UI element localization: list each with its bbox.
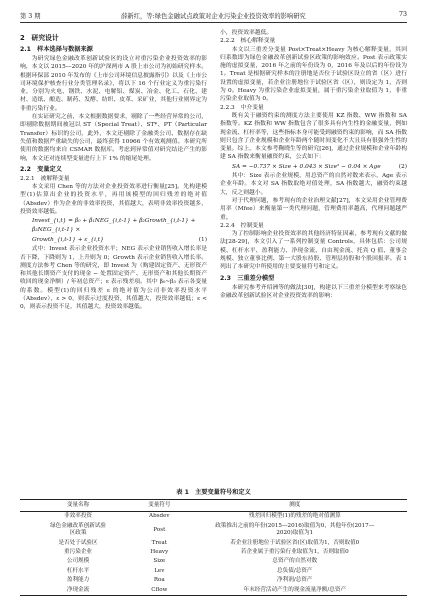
definition-cell: 净利润/总资产: [277, 577, 313, 584]
definition-cell: 政策推出之前的年份(2015—2016)取值为0，其他年份(2017— 2020)取值为1: [215, 522, 375, 537]
paragraph: 为研究绿色金融改革创新试验区的设立对重污染企业投资效率的影响，本文以 2015—2020 年的沪深两市 A 股上市公司为初始研究样本。根据环保部 2010 年发布的《上市公司环境信息披露指引》以及《上市公司环境保护核查行业分类管理名录》，将以下 16 个行业定义为重污染行业，分别为火电、钢铁、水泥、电解铝、煤炭、冶金、化工、石化、建材、造纸、酿造、制药、发酵、纺织、皮革、采矿业，其他行业则界定为非重污染行业。: [20, 56, 207, 112]
section-heading: 2 研究设计: [20, 34, 59, 42]
table-row: [20, 548, 407, 557]
page-number: 73: [398, 11, 407, 18]
variable-symbol-cell: Roa: [153, 577, 165, 584]
table-header-row: [20, 500, 407, 512]
variable-symbol-cell: Absdev: [149, 513, 170, 520]
paragraph: 本研究参考齐绍洲等的做法[30]，构建以下三重差分模型来考察绿色金融改革创新试验区对企业投资效率的影响：: [220, 284, 407, 299]
paragraph: 既有关于融资约束的测度方法主要使用 KZ 指数、WW 指数和 SA 指数等。KZ 指数和 WW 指数包含了很多具有内生性的金融变量，例如现金流、杠杆率等，这些指标本身可能受到融资约束的影响，而 SA 指数则只包含了企业规模和企业年龄两个随时间变化不大且具有很强外生性的变量。综上，本文参考鞠晓生等的研究[26]，通过企业规模和企业年龄构建 SA 指数来衡量融资约束，公式如下：: [220, 112, 407, 161]
subsubsection-heading: 2.2.4 控制变量: [220, 222, 264, 229]
variables-table: [20, 499, 407, 596]
paragraph: 为了控制影响企业投资效率的其他经济特征因素，参考现有文献的做法[28-29]，本文引入了一系列控制变量 Controls，具体包括：公司规模、杠杆水平、盈利能力、净现金流、自由现金流、托宾 Q 值、董事会规模、独立董事比例、第一大股东持股、管理层持股和个股回报率。表 1 列出了本研究中所使用的主要变量符号和定义。: [220, 231, 407, 271]
paragraph: 本文采用 Chen 等的方法对企业投资效率进行衡量[25]。先构建模型(1)估算出企业的投资水平，再用该模型的回归残差的绝对值（Absdev）作为企业的非效率投资，其值越大，表明非效率投资越多，投资效率越低。: [20, 184, 207, 216]
subsection-heading: 2.1 样本选择与数据来源: [20, 46, 93, 53]
paragraph: 在实证研究之前，本文根据数据要求，剔除了一些经营异常的公司，即剔除数据期间被冠以 ST（Special Treat）、ST*、PT（Particular Transfer）标识的公司，此外，本文还剔除了金融类公司、数据存在缺失值和数据严重缺失的公司，最终获得 10966 个有效观测值。本研究所使用的数据均来自 CSMAR 数据库。考虑到异常值对研究结论产生的影响，本文还对连续型变量进行上下 1% 的缩尾处理。: [20, 114, 207, 162]
paragraph: 对于代理问题，参考现有的企业治理文献[27]，本文采用企业管理费用率（Mfee）来衡量第一类代理问题，管理费用率越高，代理问题越严重。: [220, 197, 407, 221]
running-title: 薛新红，等:绿色金融试点政策对企业污染企业投资效率的影响研究: [121, 13, 306, 20]
variable-name-cell: 公司规模: [66, 558, 90, 565]
definition-cell: 若企业注册地位于试验区省(区)取值为1，否则取值0: [230, 539, 360, 546]
paragraph: 小，投资效率越低。: [220, 30, 273, 36]
running-header: [20, 10, 407, 23]
subsection-heading: 2.3 三重差分模型: [220, 274, 275, 282]
definition-cell: 总资产的自然对数: [272, 558, 318, 565]
column-header: 测度: [289, 502, 301, 508]
column-header: 变量名称: [66, 502, 90, 508]
variable-symbol-cell: Size: [153, 558, 166, 565]
definition-cell: 年末经营活动产生的现金流量净额/总资产: [243, 586, 347, 593]
column-header: 变量符号: [148, 502, 171, 508]
equation-1-line-1: [20, 216, 207, 235]
definition-cell: 总负债/总资产: [277, 567, 313, 574]
table-row: [20, 522, 407, 539]
left-column: [20, 29, 207, 312]
equation-number: (2): [398, 163, 407, 170]
variable-symbol-cell: Post: [153, 526, 166, 533]
variable-symbol-cell: Cflow: [151, 586, 168, 593]
table-row: [20, 512, 407, 522]
subsubsection-heading: 2.2.2 核心解释变量: [220, 38, 276, 45]
equation-number: (1): [198, 236, 207, 243]
definition-cell: 残差回归模型(1)的残差的绝对值测算: [248, 513, 341, 520]
table-row: [20, 557, 407, 566]
variable-name-cell: 非效率投资: [64, 513, 93, 520]
variable-name-cell: 净现金流: [66, 586, 90, 593]
variable-name-cell: 盈利能力: [66, 577, 90, 584]
table-row: [20, 567, 407, 576]
table-row: [20, 586, 407, 596]
paragraph: 本文以三重差分变量 Post×Treat×Heavy 为核心解释变量，其回归系数即为绿色金融改革创新试验区政策的影响效应。Post 表示政策实施的虚拟变量，2016 年之前的年份设为 0，2016 年及以后的年份设为 1。Treat 是根据研究样本的注册地是否位于试验区设立的省（区）进行设置的虚拟变量，若企业注册地位于试验区省（区），则设定为 1，否则为 0。Heavy 为重污染企业虚拟变量，属于重污染企业取值为 1，非重污染企业取值为 0。: [220, 46, 407, 103]
variable-name-cell: 杠杆水平: [66, 567, 90, 574]
variable-symbol-cell: Treat: [151, 539, 167, 546]
paragraph: 式中：Invest 表示企业投资水平；NEG 表示企业销售收入增长率是否下降，下降则为 1，上升则为 0；Growth 表示企业销售收入增长率。测度方法参考 Chen 等的研究，即 Invest 为（购建固定资产、无形资产和其他长期资产支付的现金 − 处置固定资产、无形资产和其他长期资产收回的现金净额）/ 年初总资产；ε 表示残差项。其中 β₀~β₃ 表示各变量的系数。模型(1)的回归残差 ε 的绝对值为公司非效率投资水平（Absdev），ε > 0，则表示过度投资，其值越大，投资效率越低；ε < 0，则表示投资不足，其值越大，投资效率越低。: [20, 246, 207, 311]
equation-2: [220, 162, 407, 172]
definition-cell: 若企业属于重污染行业取值为1，否则取值0: [240, 549, 349, 556]
variable-name-cell: 绿色金融改革创新试验 区政策: [50, 522, 107, 537]
paragraph: 其中：Size 表示企业规模，用总资产的自然对数来表示，Age 表示企业年龄。本文对 SA 指数取绝对值处理，SA 指数越大，融资约束越大，反之则越小。: [220, 173, 407, 196]
variable-symbol-cell: Heavy: [150, 549, 169, 556]
variable-symbol-cell: Lev: [154, 567, 165, 574]
equation-text: Invest_{i,t} = β₀ + β₁NEG_{i,t-1} + β₂Growth_{i,t-1} + β₃NEG_{i,t-1} ×: [32, 218, 196, 233]
variable-name-cell: 是否处于试验区: [58, 539, 98, 546]
equation-text: SA = −0.737 × Size + 0.043 × Size² − 0.04 × Age: [232, 163, 381, 170]
right-column: [220, 29, 407, 300]
subsubsection-heading: 2.2.1 被解释变量: [20, 175, 70, 182]
equation-1-line-2: [20, 235, 207, 245]
equation-text: Growth_{i,t-1} + ε_{i,t}: [32, 236, 104, 243]
subsubsection-heading: 2.2.3 中介变量: [220, 104, 264, 111]
issue-label: 第 3 期: [20, 13, 41, 20]
variable-name-cell: 重污染企业: [64, 549, 93, 556]
subsection-heading: 2.2 变量定义: [20, 165, 62, 173]
table-row: [20, 539, 407, 548]
table-1: [20, 487, 407, 596]
table-row: [20, 576, 407, 585]
table-title: 表 1 主要变量符号和定义: [176, 489, 251, 496]
